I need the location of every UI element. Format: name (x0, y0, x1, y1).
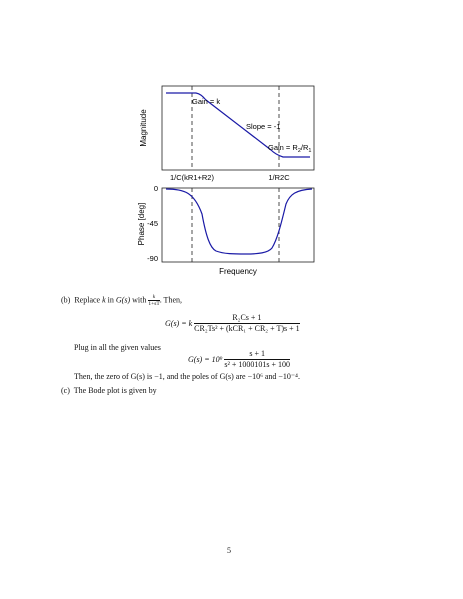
item-c-line (61, 386, 157, 396)
phase-axes-box (162, 188, 314, 262)
eq2-denominator: s² + 1000101s + 100 (224, 360, 291, 369)
eq1-numerator: R₂Cs + 1 (194, 313, 299, 324)
magnitude-plot-svg (138, 80, 323, 190)
phase-tick-0: 0 (153, 184, 158, 193)
item-c-text: The Bode plot is given by (73, 386, 157, 395)
item-b-frac-den: 1+sT (148, 301, 160, 307)
item-b-line (61, 294, 182, 307)
eq1-denominator: CR₂Ts² + (kCR₁ + CR₂ + T)s + 1 (194, 324, 300, 333)
magnitude-ylabel: Magnitude (139, 109, 148, 147)
magnitude-plot (138, 80, 323, 190)
phase-curve (166, 189, 312, 254)
phase-plot (134, 180, 323, 280)
phase-tick-90: -90 (147, 254, 158, 263)
item-b-text-1: Replace (74, 295, 101, 305)
corner-tick-1: 1/C(kR1+R2) (170, 173, 214, 182)
item-c-label: (c) (61, 386, 70, 395)
gain-k-label: Gain = k (192, 97, 221, 106)
phase-tick-45: -45 (147, 219, 158, 228)
eq2-fraction (224, 349, 290, 370)
eq2-lhs: G(s) = 10⁹ (188, 354, 223, 364)
slope-label: Slope = -1 (246, 122, 281, 131)
then-line: Then, the zero of G(s) is −1, and the poles of G(s) are −10⁶ and −10⁻⁴. (74, 372, 300, 381)
page-number: 5 (227, 546, 231, 555)
item-b-frac-num: k (148, 294, 159, 301)
phase-xlabel: Frequency (219, 267, 257, 276)
item-b-k: k (102, 295, 106, 305)
item-b-label: (b) (61, 295, 71, 305)
phase-ylabel: Phase [deg] (137, 202, 146, 246)
item-b-in: in (107, 295, 114, 305)
eq1-fraction (194, 313, 299, 334)
item-b-fraction (148, 294, 159, 307)
phase-plot-svg (134, 180, 323, 280)
item-b-with: with (132, 295, 147, 305)
item-b-gs: G(s) (115, 295, 131, 305)
equation-1 (165, 313, 300, 334)
plug-line: Plug in all the given values (74, 343, 161, 352)
eq1-lhs: G(s) = k (165, 318, 193, 328)
corner-tick-2: 1/R2C (268, 173, 290, 182)
item-b-then: . Then, (159, 295, 182, 305)
eq2-numerator: s + 1 (224, 349, 290, 360)
equation-2 (188, 349, 290, 370)
gain-r-label: Gain = $R_2/R_1$ (268, 143, 312, 154)
